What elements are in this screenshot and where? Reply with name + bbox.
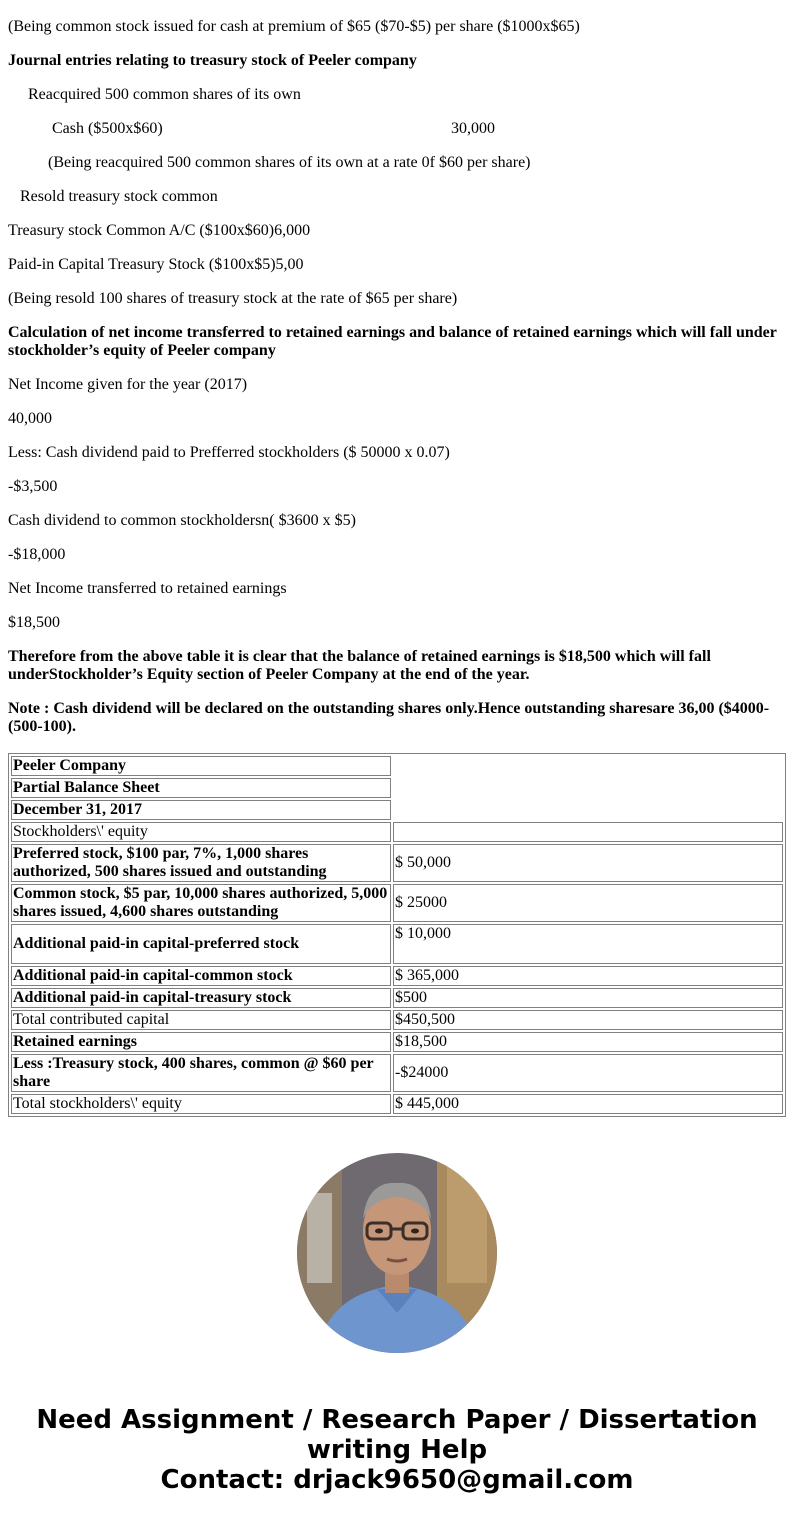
reacquired-note: (Being reacquired 500 common shares of its own at a rate 0f $60 per share) [48, 154, 531, 171]
footer-contact [0, 1405, 794, 1495]
row-value: $ 25000 [393, 884, 783, 922]
reacquired-title: Reacquired 500 common shares of its own [28, 86, 301, 103]
table-row [11, 822, 783, 842]
transferred-value: $18,500 [8, 614, 60, 631]
row-value: $ 445,000 [393, 1094, 783, 1114]
cash-amount: 30,000 [451, 120, 495, 137]
table-row [11, 756, 783, 776]
paid-in-line: Paid-in Capital Treasury Stock ($100x$5)5,00 [8, 256, 304, 273]
resold-note: (Being resold 100 shares of treasury stock at the rate of $65 per share) [8, 290, 458, 307]
row-label: Preferred stock, $100 par, 7%, 1,000 shares authorized, 500 shares issued and outstanding [11, 844, 391, 882]
row-label: Additional paid-in capital-common stock [11, 966, 391, 986]
row-value: $ 50,000 [393, 844, 783, 882]
transferred-label: Net Income transferred to retained earnings [8, 580, 287, 597]
portrait-image [297, 1153, 497, 1353]
outstanding-note: Note : Cash dividend will be declared on the outstanding shares only.Hence outstanding sharesare 36,00 ($4000-(500-100). [8, 700, 770, 735]
row-value: $500 [393, 988, 783, 1008]
table-row [11, 884, 783, 922]
common-dividend-label: Cash dividend to common stockholdersn( $3600 x $5) [8, 512, 356, 529]
treasury-heading: Journal entries relating to treasury stock of Peeler company [8, 52, 417, 69]
row-label: Retained earnings [11, 1032, 391, 1052]
footer-contact-email: Contact: drjack9650@gmail.com [160, 1465, 634, 1495]
row-value: $18,500 [393, 1032, 783, 1052]
calculation-heading: Calculation of net income transferred to retained earnings and balance of retained earnings which will fall under stockholder’s equity of Peeler company [8, 324, 777, 359]
table-row [11, 1094, 783, 1114]
row-label: Common stock, $5 par, 10,000 shares authorized, 5,000 shares issued, 4,600 shares outstanding [11, 884, 391, 922]
row-value: $ 10,000 [393, 924, 783, 964]
sheet-date: December 31, 2017 [11, 800, 391, 820]
row-value: -$24000 [393, 1054, 783, 1092]
row-label: Less :Treasury stock, 400 shares, common @ $60 per share [11, 1054, 391, 1092]
pref-dividend-value: -$3,500 [8, 478, 58, 495]
section-label: Stockholders\' equity [11, 822, 391, 842]
pref-dividend-label: Less: Cash dividend paid to Prefferred stockholders ($ 50000 x 0.07) [8, 444, 450, 461]
common-dividend-value: -$18,000 [8, 546, 66, 563]
treasury-line: Treasury stock Common A/C ($100x$60)6,000 [8, 222, 311, 239]
net-income-label: Net Income given for the year (2017) [8, 376, 248, 393]
table-row [11, 988, 783, 1008]
footer-line-1: Need Assignment / Research Paper / Dissertation [36, 1405, 758, 1435]
cash-label: Cash ($500x$60) [52, 120, 163, 137]
author-avatar [297, 1153, 497, 1353]
conclusion-text: Therefore from the above table it is clear that the balance of retained earnings is $18,500 which will fall underStockholder’s Equity section of Peeler Company at the end of the year. [8, 648, 711, 683]
table-row [11, 1054, 783, 1092]
sheet-title: Partial Balance Sheet [11, 778, 391, 798]
table-row [11, 1032, 783, 1052]
table-row [11, 966, 783, 986]
premium-note: (Being common stock issued for cash at premium of $65 ($70-$5) per share ($1000x$65) [8, 18, 580, 35]
table-row [11, 924, 783, 964]
resold-title: Resold treasury stock common [20, 188, 218, 205]
row-label: Total contributed capital [11, 1010, 391, 1030]
footer-line-2: writing Help [306, 1435, 488, 1465]
row-label: Total stockholders\' equity [11, 1094, 391, 1114]
balance-sheet-table [8, 753, 786, 1117]
table-row [11, 844, 783, 882]
row-label: Additional paid-in capital-preferred stock [11, 924, 391, 964]
row-value: $450,500 [393, 1010, 783, 1030]
table-row [11, 1010, 783, 1030]
net-income-value: 40,000 [8, 410, 52, 427]
row-value: $ 365,000 [393, 966, 783, 986]
row-label: Additional paid-in capital-treasury stock [11, 988, 391, 1008]
company-name: Peeler Company [11, 756, 391, 776]
